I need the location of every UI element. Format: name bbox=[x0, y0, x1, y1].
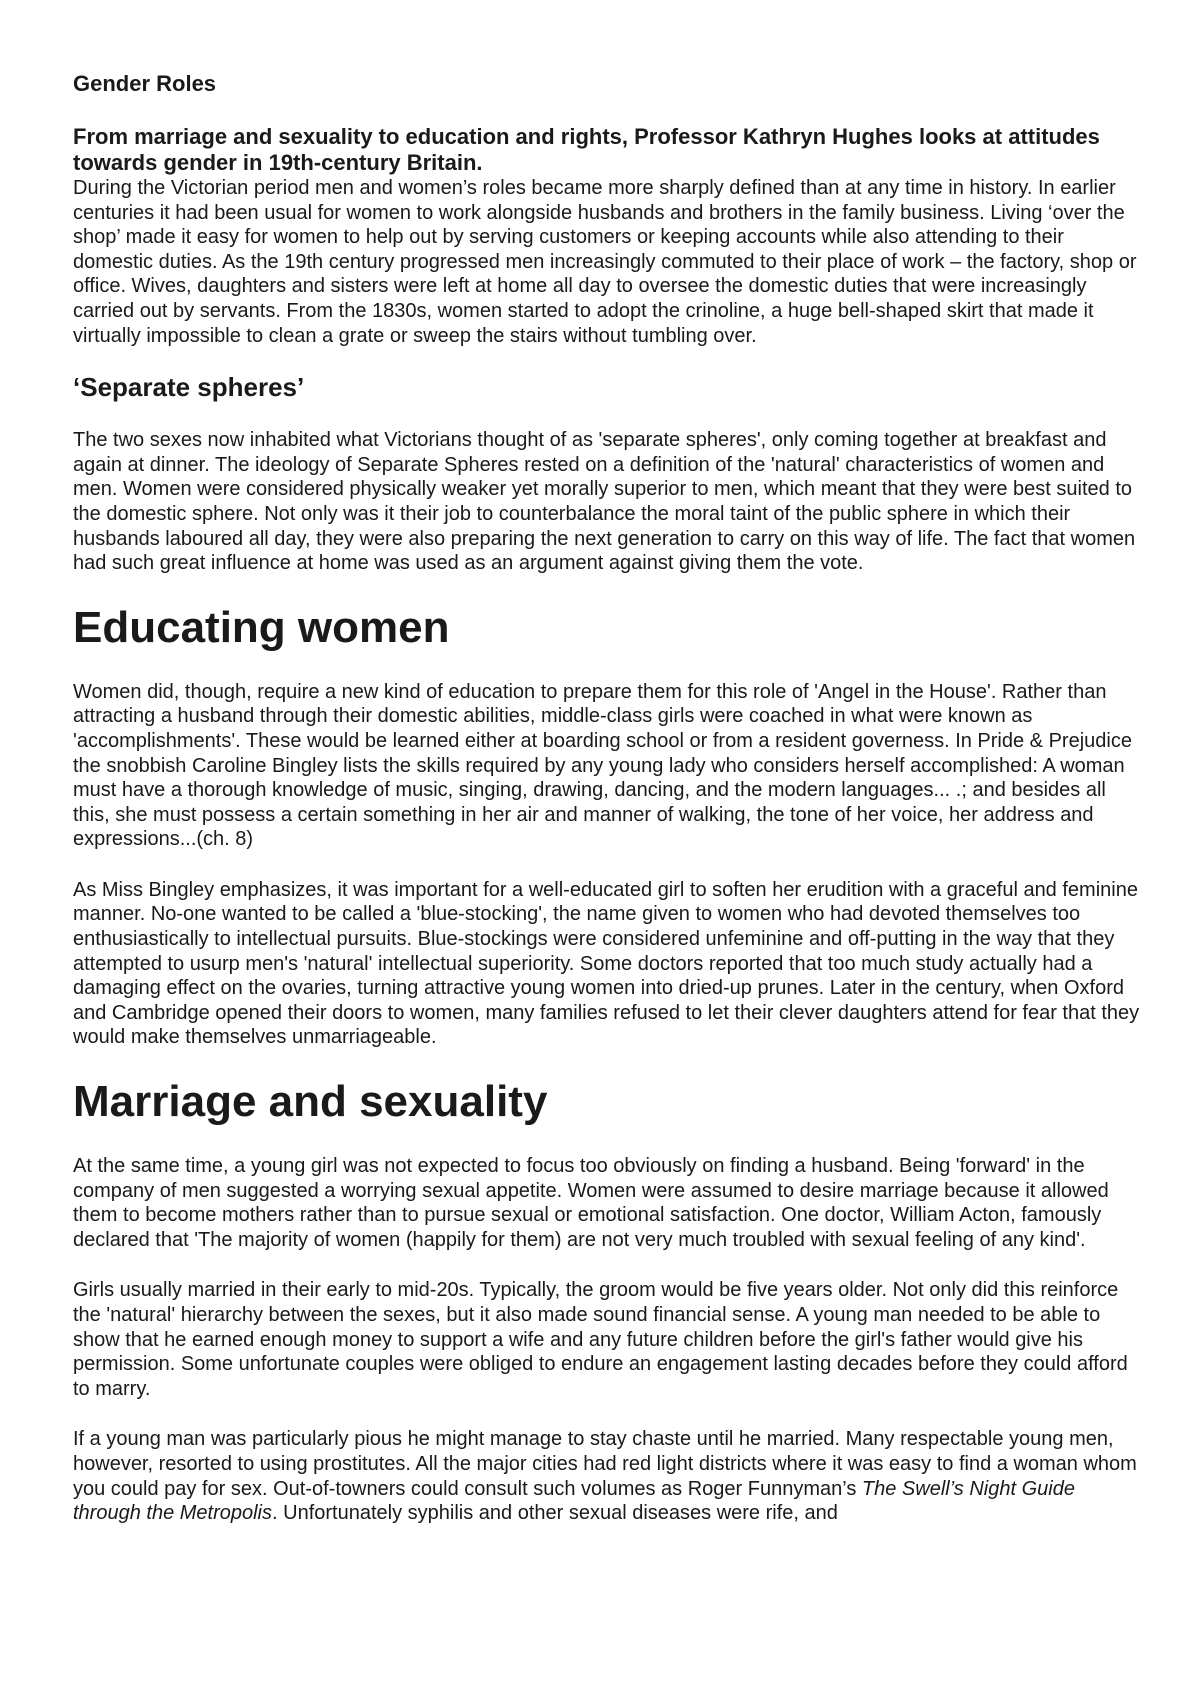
paragraph-marriage-3 bbox=[73, 1427, 1141, 1525]
paragraph-marriage-2: Girls usually married in their early to mid-20s. Typically, the groom would be five years older. Not only did this reinforce the 'natural' hierarchy between the sexes, but it also made sound financial sense. A young man needed to be able to show that he earned enough money to support a wife and any future children before the girl's father would give his permission. Some unfortunate couples were obliged to endure an engagement lasting decades before they could afford to marry. bbox=[73, 1279, 1128, 1400]
section-heading-marriage-sexuality: Marriage and sexuality bbox=[73, 1077, 548, 1127]
intro-paragraph: During the Victorian period men and women’s roles became more sharply defined than at any time in history. In earlier centuries it had been usual for women to work alongside husbands and brothers in the family business. Living ‘over the shop’ made it easy for women to help out by serving customers or keeping accounts while also attending to their domestic duties. As the 19th century progressed men increasingly commuted to their place of work – the factory, shop or office. Wives, daughters and sisters were left at home all day to oversee the domestic duties that were increasingly carried out by servants. From the 1830s, women started to adopt the crinoline, a huge bell-shaped skirt that made it virtually impossible to clean a grate or sweep the stairs without tumbling over. bbox=[73, 177, 1137, 347]
paragraph-marriage-3-text-before: If a young man was particularly pious he might manage to stay chaste until he married. Many respectable young men, however, resorted to using prostitutes. All the major cities had red light districts where it was easy to find a woman whom you could pay for sex. Out-of-towners could consult such volumes as Roger Funnyman’s bbox=[73, 1428, 1137, 1500]
paragraph-educating-women-2: As Miss Bingley emphasizes, it was important for a well-educated girl to soften her erudition with a graceful and feminine manner. No-one wanted to be called a 'blue-stocking', the name given to women who had devoted themselves too enthusiastically to intellectual pursuits. Blue-stockings were considered unfeminine and off-putting in the way that they attempted to usurp men's 'natural' intellectual superiority. Some doctors reported that too much study actually had a damaging effect on the ovaries, turning attractive young women into dried-up prunes. Later in the century, when Oxford and Cambridge opened their doors to women, many families refused to let their clever daughters attend for fear that they would make themselves unmarriageable. bbox=[73, 878, 1140, 1049]
paragraph-marriage-3-text-after: . Unfortunately syphilis and other sexual diseases were rife, and bbox=[272, 1502, 838, 1525]
book-title-italic: The Swell’s Night Guide through the Metropolis bbox=[73, 1477, 1075, 1525]
paragraph-marriage-1: At the same time, a young girl was not expected to focus too obviously on finding a husband. Being 'forward' in the company of men suggested a worrying sexual appetite. Women were assumed to desire marriage because it allowed them to become mothers rather than to pursue sexual or emotional satisfaction. One doctor, William Acton, famously declared that 'The majority of women (happily for them) are not very much troubled with sexual feeling of any kind'. bbox=[73, 1155, 1109, 1251]
document-page bbox=[73, 70, 1141, 1526]
section-heading-separate-spheres: ‘Separate spheres’ bbox=[73, 372, 305, 403]
document-subtitle: From marriage and sexuality to education and rights, Professor Kathryn Hughes looks at attitudes towards gender in 19th-century Britain. bbox=[73, 124, 1100, 175]
section-heading-educating-women: Educating women bbox=[73, 602, 450, 652]
paragraph-educating-women-1: Women did, though, require a new kind of education to prepare them for this role of 'Angel in the House'. Rather than attracting a husband through their domestic abilities, middle-class girls were coached in what were known as 'accomplishments'. These would be learned either at boarding school or from a resident governess. In Pride & Prejudice the snobbish Caroline Bingley lists the skills required by any young lady who considers herself accomplished: A woman must have a thorough knowledge of music, singing, drawing, dancing, and the modern languages... .; and besides all this, she must possess a certain something in her air and manner of walking, the tone of her voice, her address and expressions...(ch. 8) bbox=[73, 680, 1132, 851]
paragraph-separate-spheres: The two sexes now inhabited what Victorians thought of as 'separate spheres', only coming together at breakfast and again at dinner. The ideology of Separate Spheres rested on a definition of the 'natural' characteristics of women and men. Women were considered physically weaker yet morally superior to men, which meant that they were best suited to the domestic sphere. Not only was it their job to counterbalance the moral taint of the public sphere in which their husbands laboured all day, they were also preparing the next generation to carry on this way of life. The fact that women had such great influence at home was used as an argument against giving them the vote. bbox=[73, 429, 1136, 575]
document-title: Gender Roles bbox=[73, 71, 217, 96]
